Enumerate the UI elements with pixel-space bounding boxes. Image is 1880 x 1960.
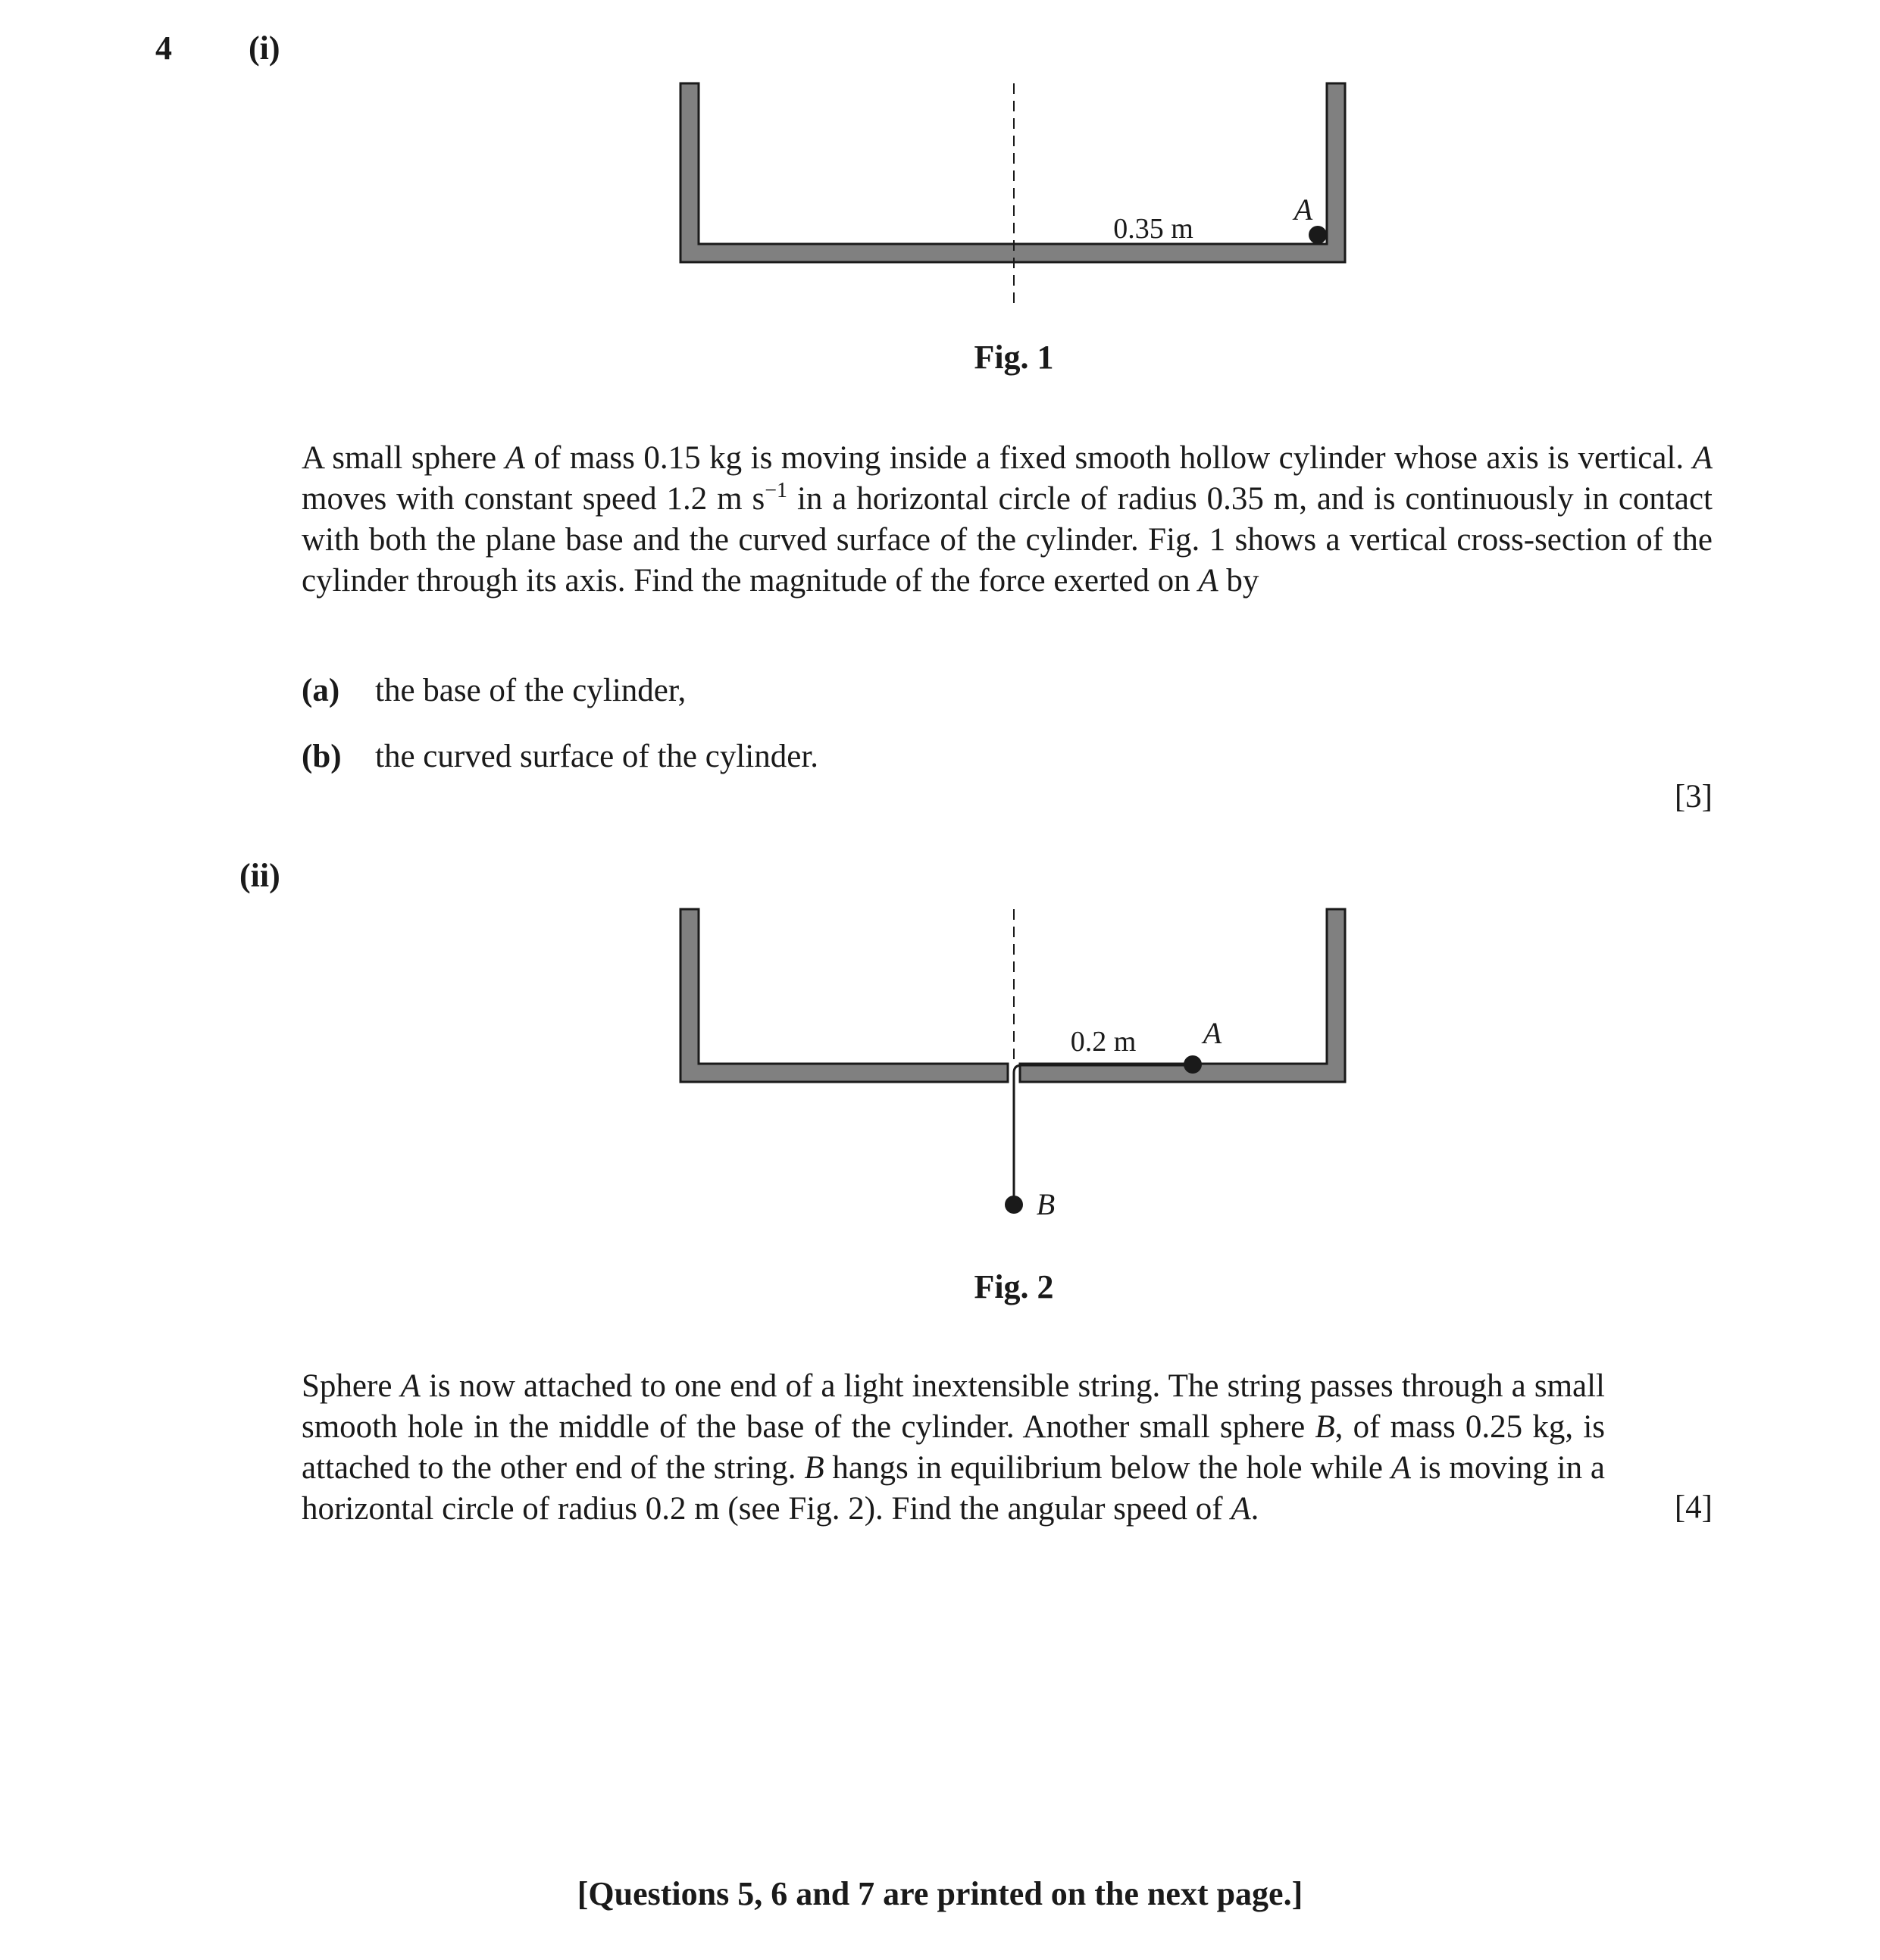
text-segment: by — [1218, 563, 1259, 599]
fig1-cylinder-wall — [680, 83, 1345, 262]
fig1-radius-label: 0.35 m — [1113, 213, 1193, 245]
var-a: A — [1390, 1450, 1412, 1486]
text-segment: is now attached to one end of a light inextensible string. The string passes through a small smooth hole in the middle of the base of the cylinder. Another small sphere — [302, 1368, 1606, 1445]
question-number: 4 — [155, 30, 172, 67]
fig2-cylinder-wall-right — [1020, 909, 1345, 1082]
footer-note: [Questions 5, 6 and 7 are printed on the next page.] — [577, 1875, 1303, 1912]
exponent: −1 — [765, 479, 788, 502]
part-ii-marks: [4] — [1674, 1490, 1713, 1525]
subpart-b-label: (b) — [302, 739, 342, 774]
fig2-caption: Fig. 2 — [974, 1268, 1054, 1305]
subpart-b — [302, 736, 818, 777]
subpart-a-label: (a) — [302, 673, 340, 708]
fig2-sphere-b-label: B — [1036, 1187, 1056, 1221]
figure-1 — [0, 0, 1880, 333]
var-b: B — [804, 1450, 824, 1486]
part-i-label: (i) — [249, 30, 280, 67]
text-segment: . — [1250, 1491, 1259, 1527]
fig2-radius-label: 0.2 m — [1070, 1026, 1137, 1058]
text-segment: Sphere — [302, 1368, 401, 1404]
var-b: B — [1315, 1409, 1335, 1445]
text-segment: moves with constant speed 1.2 m s — [302, 481, 765, 517]
fig2-string — [1014, 1065, 1191, 1200]
fig2-sphere-a — [1184, 1055, 1202, 1074]
text-segment: is moving in a horizontal circle of radius 0.2 m (see Fig. 2). Find the angular speed of — [302, 1450, 1605, 1527]
fig2-sphere-a-label: A — [1203, 1016, 1222, 1050]
figure-2 — [0, 871, 1880, 1235]
part-ii-label: (ii) — [239, 857, 280, 894]
var-a: A — [1692, 440, 1713, 476]
part-ii-text — [302, 1366, 1605, 1530]
part-i-text — [302, 438, 1713, 602]
fig2-cylinder-wall-left — [680, 909, 1008, 1082]
text-segment: A small sphere — [302, 440, 505, 476]
fig1-caption: Fig. 1 — [974, 339, 1054, 376]
fig2-sphere-b — [1005, 1196, 1023, 1214]
text-segment: , of mass 0.25 kg, is attached to the other end of the string. — [302, 1409, 1606, 1486]
var-a: A — [1198, 563, 1218, 599]
fig1-sphere-a-label: A — [1293, 192, 1313, 227]
text-segment: in a horizontal circle of radius 0.35 m, and is continuously in contact with both the plane base and the curved surface of the cylinder. Fig. 1 shows a vertical cross-section of the cylinder through its axis. Find the magnitude of the force exerted on — [302, 481, 1713, 599]
var-a: A — [505, 440, 525, 476]
var-a: A — [1231, 1491, 1251, 1527]
text-segment: hangs in equilibrium below the hole while — [824, 1450, 1391, 1486]
subpart-a-text: the base of the cylinder, — [375, 673, 687, 708]
fig1-sphere-a — [1309, 226, 1327, 244]
subpart-b-text: the curved surface of the cylinder. — [375, 739, 819, 774]
var-a: A — [400, 1368, 421, 1404]
subpart-a — [302, 671, 686, 711]
text-segment: of mass 0.15 kg is moving inside a fixed smooth hollow cylinder whose axis is vertical. — [524, 440, 1693, 476]
part-i-marks: [3] — [1674, 779, 1713, 814]
